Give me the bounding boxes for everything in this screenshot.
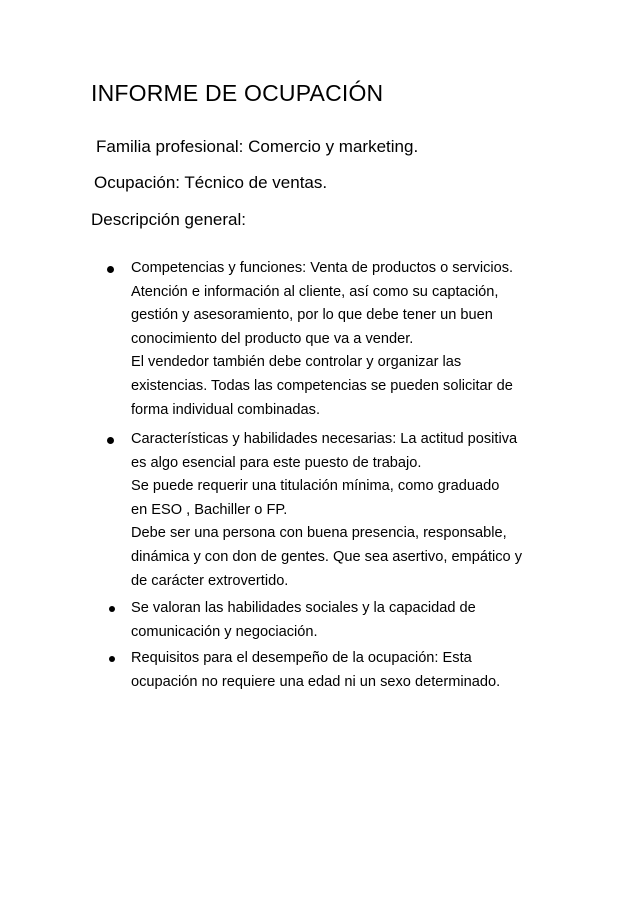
bullet-line: Se valoran las habilidades sociales y la capacidad de [131,600,476,616]
bullet-line: Se puede requerir una titulación mínima, como graduado [131,478,500,495]
bullet-line: El vendedor también debe controlar y organizar las [131,354,462,371]
bullet-line: es algo esencial para este puesto de trabajo. [131,454,422,471]
bullet-line: en ESO , Bachiller o FP. [131,501,288,518]
descripcion-heading: Descripción general: [91,210,246,229]
bullet-line: conocimiento del producto que va a vender. [131,330,414,347]
bullet-line: de carácter extrovertido. [131,572,289,589]
bullet-line: Competencias y funciones: Venta de productos o servicios. [131,260,514,276]
bullet-line: existencias. Todas las competencias se pueden solicitar de [131,377,513,394]
bullet-line: ocupación no requiere una edad ni un sexo determinado. [131,673,501,690]
bullet-line: gestión y asesoramiento, por lo que debe tener un buen [131,307,493,324]
bullet-line: forma individual combinadas. [131,401,321,418]
bullet-dot-icon [107,266,114,273]
bullet-line: comunicación y negociación. [131,623,318,640]
bullet-line: Atención e información al cliente, así como su captación, [131,283,499,300]
bullet-dot-icon [107,437,114,444]
bullet-dot-icon [109,606,115,612]
familia-profesional-line: Familia profesional: Comercio y marketing. [96,137,419,156]
ocupacion-line: Ocupación: Técnico de ventas. [94,173,328,192]
bullet-line: Requisitos para el desempeño de la ocupación: Esta [131,650,472,666]
document-title: INFORME DE OCUPACIÓN [91,80,384,106]
bullet-line: dinámica y con don de gentes. Que sea asertivo, empático y [131,548,523,565]
bullet-line: Debe ser una persona con buena presencia, responsable, [131,525,507,542]
bullet-dot-icon [109,656,115,662]
bullet-line: Características y habilidades necesarias: La actitud positiva [131,431,518,447]
